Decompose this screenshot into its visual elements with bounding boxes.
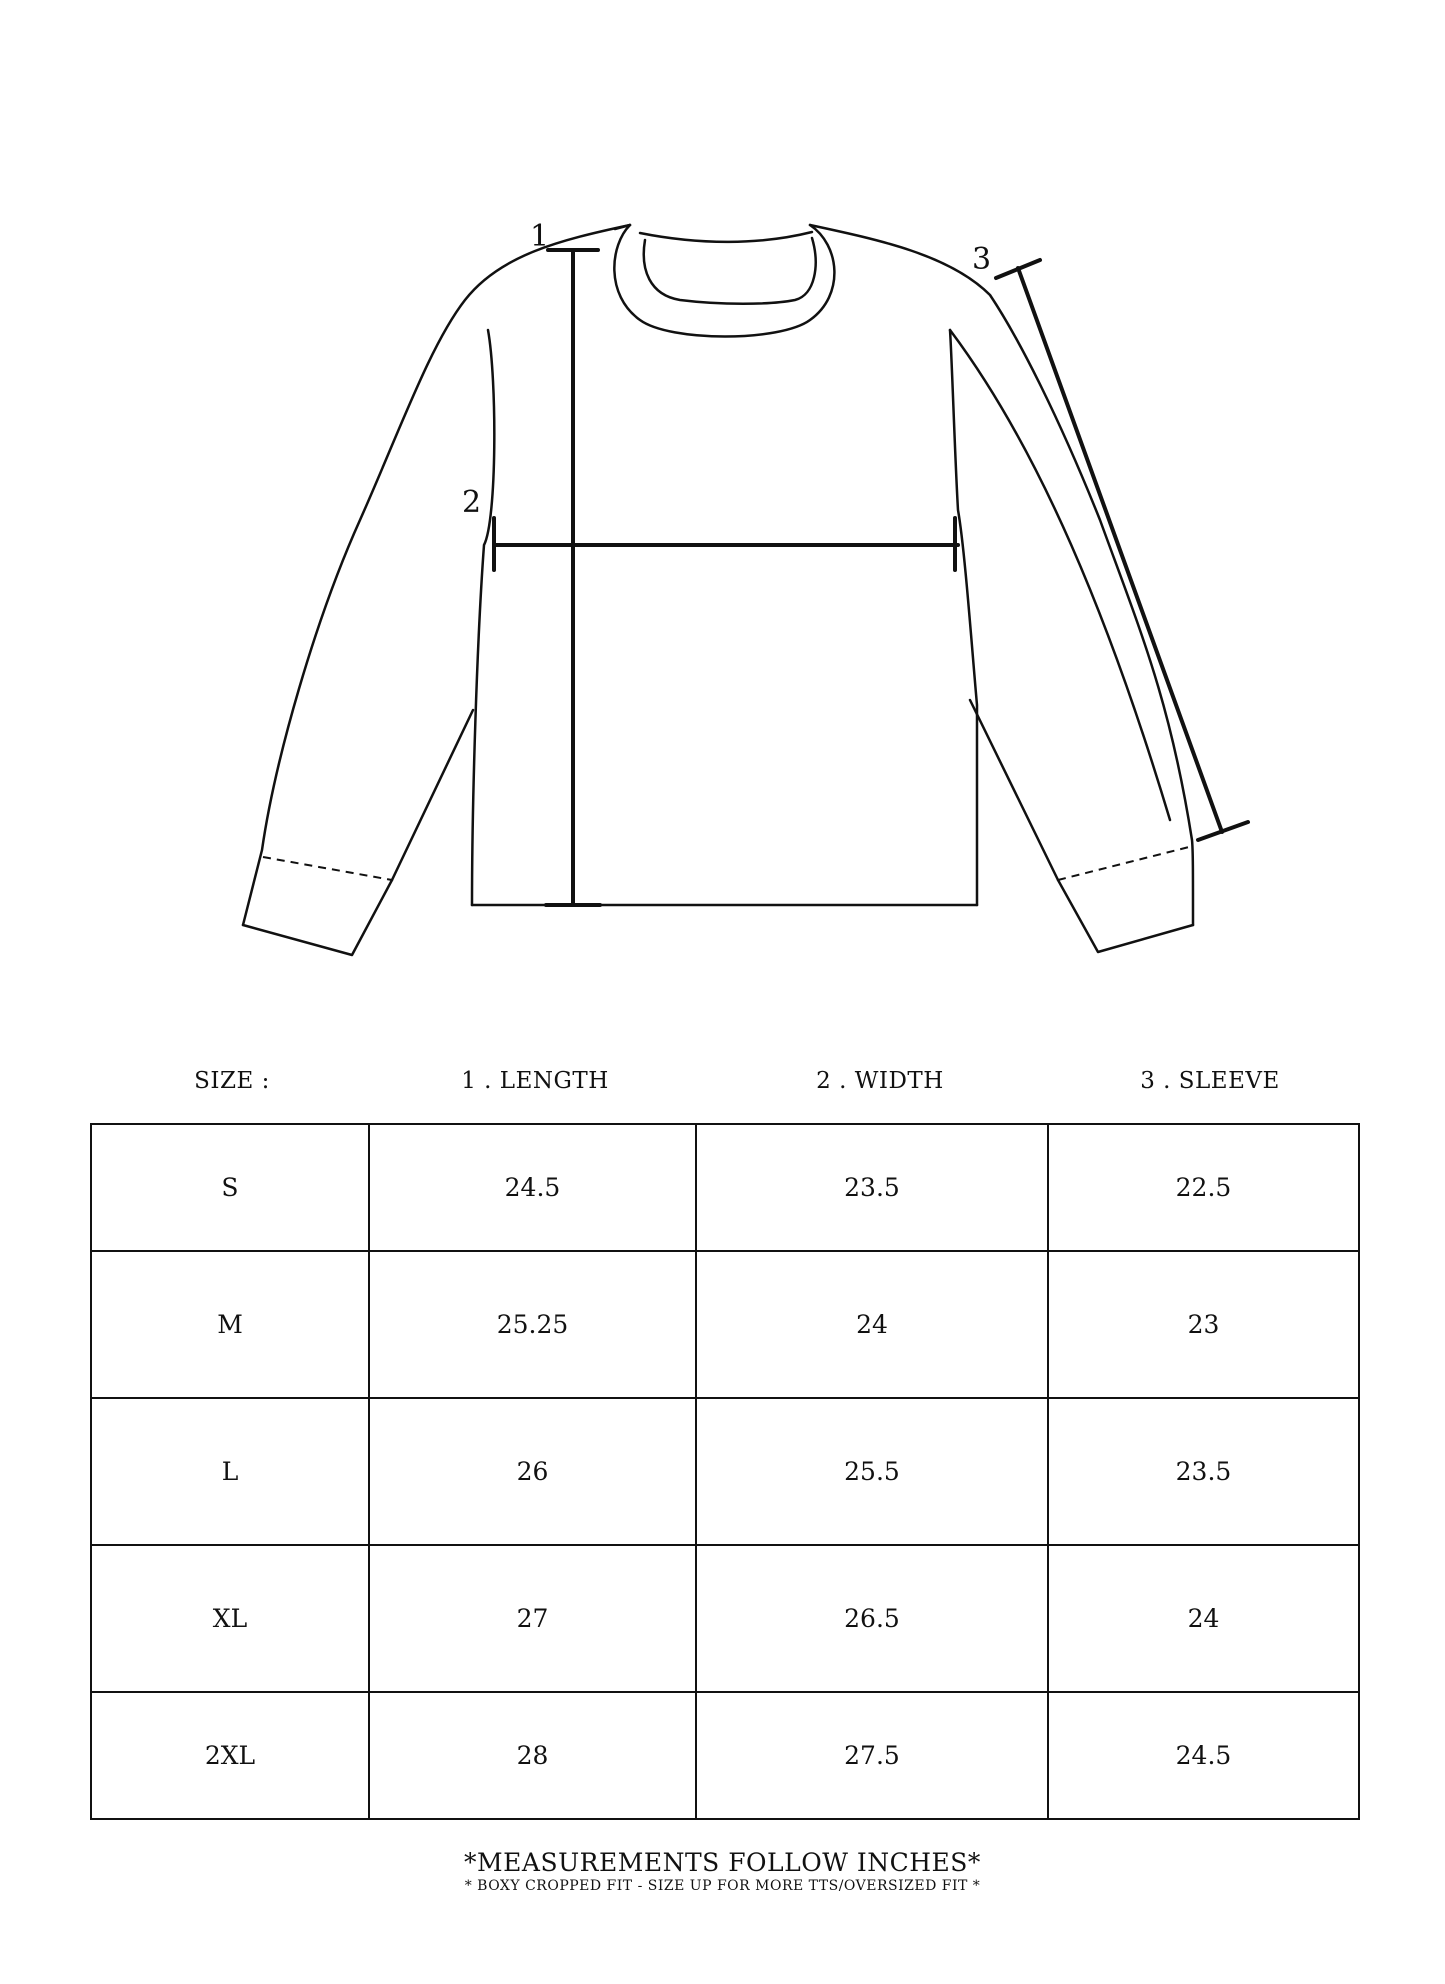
left-body-side [472,330,494,905]
right-sleeve-inner [970,700,1058,880]
size-cell: 2XL [91,1692,369,1819]
right-cuff-seam [1058,846,1193,880]
neckline-inner [644,238,816,304]
sleeve-cell: 23 [1048,1251,1359,1398]
sleeve-cell: 24.5 [1048,1692,1359,1819]
size-cell: S [91,1124,369,1251]
length-cell: 27 [369,1545,696,1692]
right-cuff [1058,880,1193,952]
size-cell: XL [91,1545,369,1692]
header-sleeve: 3 . SLEEVE [1140,1068,1280,1094]
header-size: SIZE : [194,1068,270,1094]
fit-note: * BOXY CROPPED FIT - SIZE UP FOR MORE TTS/OVERSIZED FIT * [464,1878,981,1894]
left-cuff [243,880,392,955]
width-cell: 23.5 [696,1124,1048,1251]
length-cell: 26 [369,1398,696,1545]
width-cell: 25.5 [696,1398,1048,1545]
length-cell: 28 [369,1692,696,1819]
table-row [91,1545,1359,1692]
header-length: 1 . LENGTH [461,1068,609,1094]
left-sleeve-inner [392,710,473,880]
sleeve-cell: 23.5 [1048,1398,1359,1545]
sleeve-cell: 24 [1048,1545,1359,1692]
neckline-tag [640,232,812,242]
table-row [91,1251,1359,1398]
sleeve-cell: 22.5 [1048,1124,1359,1251]
size-chart-header-row [0,1068,1445,1108]
width-cell: 27.5 [696,1692,1048,1819]
width-cell: 26.5 [696,1545,1048,1692]
sleeve-marker: 3 [972,242,992,277]
right-sleeve-outer [810,225,1193,925]
width-cell: 24 [696,1251,1048,1398]
sleeve-measure-line [1018,268,1222,832]
width-marker: 2 [462,485,482,520]
table-row [91,1124,1359,1251]
size-cell: M [91,1251,369,1398]
left-cuff-seam [263,857,392,880]
measurement-unit-note: *MEASUREMENTS FOLLOW INCHES* [464,1848,981,1877]
size-cell: L [91,1398,369,1545]
table-row [91,1398,1359,1545]
header-width: 2 . WIDTH [816,1068,944,1094]
right-body-side [950,330,977,905]
table-row [91,1692,1359,1819]
length-cell: 25.25 [369,1251,696,1398]
size-chart-table [90,1123,1360,1820]
length-marker: 1 [530,219,550,254]
length-cell: 24.5 [369,1124,696,1251]
